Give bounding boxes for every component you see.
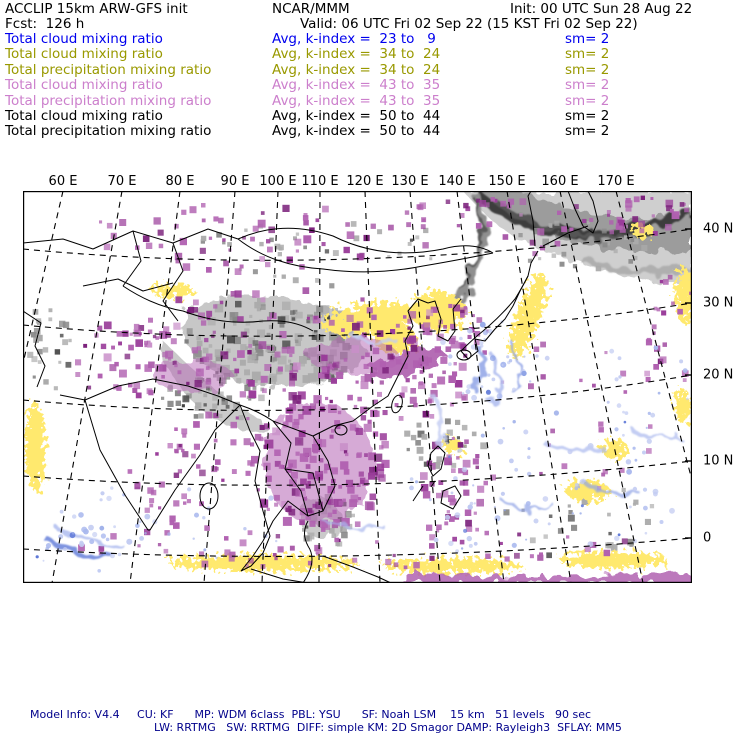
- legend-sm-value: sm= 2: [565, 92, 610, 109]
- map-svg: [23, 191, 692, 583]
- lat-tick-label: 40 N: [703, 221, 734, 237]
- lon-tick-label: 70 E: [107, 174, 137, 189]
- init-time: Init: 00 UTC Sun 28 Aug 22: [510, 1, 693, 17]
- legend-variable-label: Total cloud mixing ratio: [5, 31, 163, 47]
- center-name: NCAR/MMM: [272, 1, 350, 17]
- lon-tick-label: 100 E: [259, 174, 297, 189]
- lon-tick-label: 160 E: [541, 174, 579, 189]
- legend-sm-value: sm= 2: [565, 123, 610, 140]
- legend-kindex-value: Avg, k-index = 43 to 35: [272, 92, 441, 109]
- model-config-line1: Model Info: V4.4 CU: KF MP: WDM 6class PBL: YSU SF: Noah LSM 15 km 51 levels 90 sec: [30, 708, 592, 721]
- legend-kindex-value: Avg, k-index = 34 to 24: [272, 46, 441, 63]
- lon-tick-label: 150 E: [488, 174, 526, 189]
- lon-tick-label: 110 E: [301, 174, 339, 189]
- model-title: ACCLIP 15km ARW-GFS init: [5, 1, 188, 17]
- lat-tick-label: 30 N: [703, 295, 734, 311]
- lat-tick-label: 20 N: [703, 367, 734, 383]
- lon-tick-label: 170 E: [597, 174, 635, 189]
- legend-variable-label: Total cloud mixing ratio: [5, 46, 163, 63]
- legend-sm-value: sm= 2: [565, 61, 610, 78]
- legend-variable-label: Total precipitation mixing ratio: [5, 61, 212, 78]
- legend-kindex-value: Avg, k-index = 43 to 35: [272, 77, 441, 94]
- legend-variable-label: Total precipitation mixing ratio: [5, 92, 212, 109]
- legend-sm-value: sm= 2: [565, 77, 610, 94]
- lat-tick-label: 0: [703, 530, 712, 546]
- lat-tick-label: 10 N: [703, 453, 734, 469]
- model-config-line2: LW: RRTMG SW: RRTMG DIFF: simple KM: 2D Smagor DAMP: Rayleigh3 SFLAY: MM5: [154, 721, 622, 734]
- legend-variable-label: Total cloud mixing ratio: [5, 77, 163, 94]
- lon-tick-label: 120 E: [346, 174, 384, 189]
- lon-tick-label: 130 E: [391, 174, 429, 189]
- legend-kindex-value: Avg, k-index = 34 to 24: [272, 61, 441, 78]
- legend-variable-label: Total cloud mixing ratio: [5, 108, 163, 124]
- lon-tick-label: 90 E: [220, 174, 250, 189]
- fcst-hour: Fcst: 126 h: [5, 16, 85, 32]
- legend-kindex-value: Avg, k-index = 50 to 44: [272, 123, 441, 140]
- map-panel: [23, 191, 692, 583]
- legend-sm-value: sm= 2: [565, 108, 610, 124]
- legend-kindex-value: Avg, k-index = 50 to 44: [272, 108, 441, 124]
- legend-sm-value: sm= 2: [565, 46, 610, 63]
- lon-tick-label: 140 E: [438, 174, 476, 189]
- legend-sm-value: sm= 2: [565, 31, 610, 47]
- lon-tick-label: 60 E: [48, 174, 78, 189]
- lon-tick-label: 80 E: [165, 174, 195, 189]
- legend-kindex-value: Avg, k-index = 23 to 9: [272, 31, 436, 47]
- valid-time: Valid: 06 UTC Fri 02 Sep 22 (15 KST Fri 02 Sep 22): [300, 16, 638, 32]
- legend-variable-label: Total precipitation mixing ratio: [5, 123, 212, 140]
